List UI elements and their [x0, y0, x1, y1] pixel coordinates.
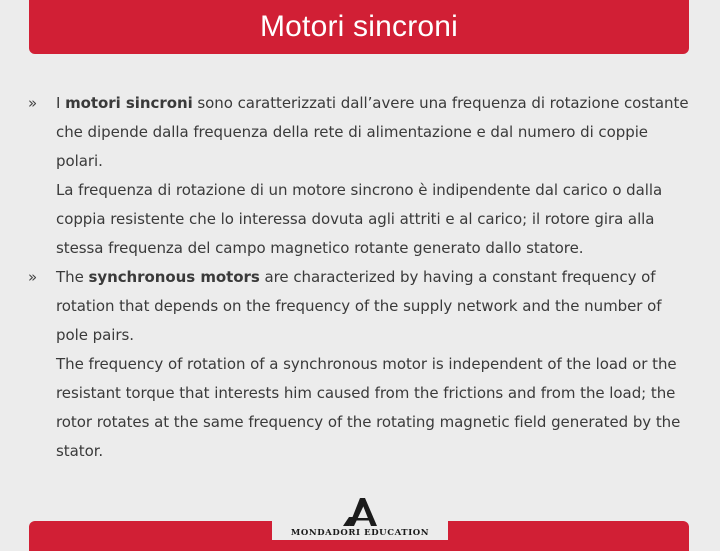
bullet-english: [28, 263, 698, 466]
slide-content: [28, 89, 698, 466]
english-paragraph-1: [56, 263, 698, 350]
bullet-marker: »: [28, 94, 38, 112]
italian-paragraph-1: [56, 89, 698, 176]
bullet-marker: »: [28, 268, 38, 286]
english-bold-term: synchronous motors: [88, 268, 260, 286]
title-bar: [29, 0, 689, 54]
mondadori-a-logo-icon: [340, 497, 380, 527]
publisher-logo: [272, 493, 448, 540]
italian-lead: I: [56, 94, 66, 112]
english-rest: are characterized by having a constant frequency of rotation that depends on the frequency of the supply network and the number of pole pairs.: [56, 268, 662, 344]
italian-paragraph-2: La frequenza di rotazione di un motore sincrono è indipendente dal carico o dalla coppia resistente che lo interessa dovuta agli attriti e al carico; il rotore gira alla stessa frequenza del campo magnetico rotante generato dallo statore.: [56, 181, 663, 257]
english-paragraph-2: The frequency of rotation of a synchronous motor is independent of the load or the resistant torque that interests him caused from the frictions and from the load; the rotor rotates at the same frequency of the rotating magnetic field generated by the stator.: [56, 355, 681, 460]
slide-title: Motori sincroni: [259, 10, 459, 43]
italian-bold-term: motori sincroni: [65, 94, 193, 112]
bullet-italian: [28, 89, 698, 263]
english-lead: The: [56, 268, 89, 286]
logo-text: MONDADORI EDUCATION: [290, 528, 430, 538]
italian-rest: sono caratterizzati dall’avere una frequenza di rotazione costante che dipende dalla frequenza della rete di alimentazione e dal numero di coppie polari.: [56, 94, 689, 170]
